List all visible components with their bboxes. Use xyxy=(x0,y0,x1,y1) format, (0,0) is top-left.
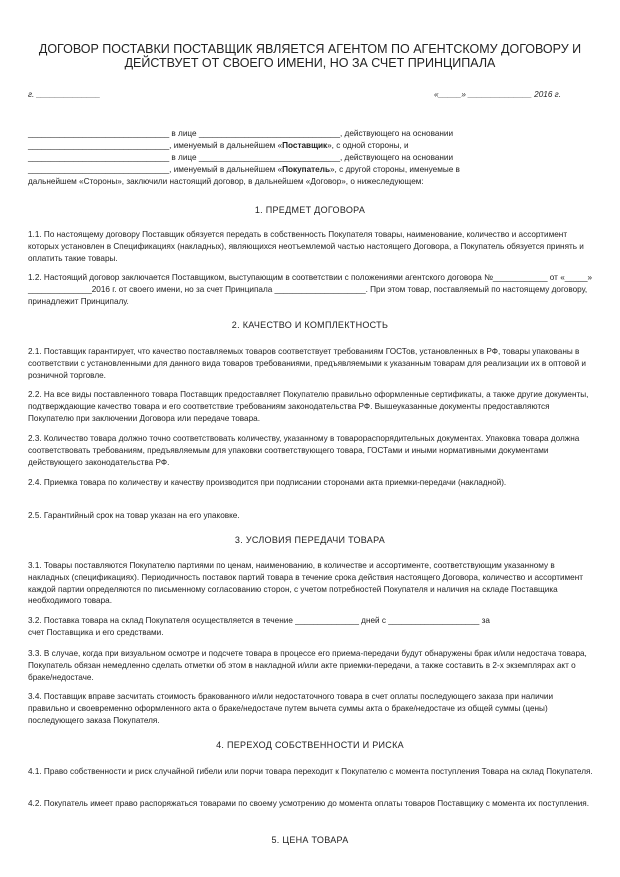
document-title: ДОГОВОР ПОСТАВКИ ПОСТАВЩИК ЯВЛЯЕТСЯ АГЕНТОМ ПО АГЕНТСКОМУ ДОГОВОРУ И ДЕЙСТВУЕТ ОТ СВОЕГО ИМЕНИ, НО ЗА СЧЕТ ПРИНЦИПАЛА xyxy=(38,42,582,70)
paragraph-1-2: 1.2. Настоящий договор заключается Поставщиком, выступающим в соответствии с положениями агентского договора №____________ от «_____» ______________2016 г. от своего имени, но за счет Принципала ____________________. При этом товар, поставляемый по настоящему договору, принадлежит Принципалу. xyxy=(28,273,593,306)
section-heading-4: 4. ПЕРЕХОД СОБСТВЕННОСТИ И РИСКА xyxy=(216,740,404,750)
parties-line-5: дальнейшем «Стороны», заключили настоящий договор, в дальнейшем «Договор», о нижеследующем: xyxy=(28,177,424,186)
paragraph-2-4: 2.4. Приемка товара по количеству и качеству производится при подписании сторонами акта приемки-передачи (накладной). xyxy=(28,478,507,487)
supplier-term: Поставщик xyxy=(282,141,328,150)
paragraph-2-5: 2.5. Гарантийный срок на товар указан на его упаковке. xyxy=(28,511,240,520)
city-field: г. ______________ xyxy=(28,90,101,99)
paragraph-3-2-line-2: счет Поставщика и его средствами. xyxy=(28,628,164,637)
date-field: «_____» ______________ 2016 г. xyxy=(434,90,561,99)
paragraph-1-1: 1.1. По настоящему договору Поставщик обязуется передать в собственность Покупателя товары, наименование, количество и ассортимент которых установлен в Спецификациях (накладных), являющихся неотъемлемой частью настоящего Договора, а Покупатель обязуется принять и оплатить такие товары. xyxy=(28,230,584,263)
paragraph-4-2: 4.2. Покупатель имеет право распоряжаться товарами по своему усмотрению до момента оплаты товаров Поставщику с момента их поступления. xyxy=(28,799,590,808)
paragraph-3-2-line-1: 3.2. Поставка товара на склад Покупателя осуществляется в течение ______________ дней с ____________________ за xyxy=(28,616,490,625)
parties-line-4-end: », с другой стороны, именуемые в xyxy=(329,165,460,174)
section-heading-1: 1. ПРЕДМЕТ ДОГОВОРА xyxy=(254,205,366,215)
paragraph-2-3: 2.3. Количество товара должно точно соответствовать количеству, указанному в товарораспорядительных документах. Упаковка товара должна соответствовать требованиям, предъявляемым для упаковки соответствующего товара, ГОСТами и иными нормативными документами действующего законодательства РФ. xyxy=(28,434,580,467)
parties-line-4-start: _______________________________, именуемый в дальнейшем « xyxy=(28,165,283,174)
parties-line-3: _______________________________ в лице _______________________________, действующего на основании xyxy=(28,153,454,162)
paragraph-3-1: 3.1. Товары поставляются Покупателю партиями по ценам, наименованию, в количестве и ассортименте, соответствующим указанному в накладных (спецификациях). Периодичность поставок партий товара в течение срока действия настоящего Договора, количество и ассортимент каждой партии определяются по письменному согласованию сторон, с учетом потребностей Покупателя и наличия на складе Поставщика необходимого товара. xyxy=(28,561,583,606)
paragraph-3-3: 3.3. В случае, когда при визуальном осмотре и подсчете товара в процессе его приема-передачи будут обнаружены брак и/или недостача товара, Покупатель обязан немедленно сделать отметки об этом в накладной и/или акте приемки-передачи, а также составить в 2-х экземплярах акт о браке/недостаче. xyxy=(28,649,587,682)
paragraph-3-4: 3.4. Поставщик вправе засчитать стоимость бракованного и/или недостаточного товара в счет оплаты последующего заказа при наличии правильно и своевременно оформленного акта о браке/недостаче путем вычета суммы акта о браке/недостаче из общей суммы (цены) последующего заказа Покупателя. xyxy=(28,692,554,725)
section-heading-2: 2. КАЧЕСТВО И КОМПЛЕКТНОСТЬ xyxy=(231,320,389,330)
paragraph-2-1: 2.1. Поставщик гарантирует, что качество поставляемых товаров соответствует требованиям ГОСТов, установленных в РФ, товары упакованы в соответствии с установленными для данного вида товаров требованиями, предъявляемыми к указанным товарам для реализации их в оптовой и розничной торговле. xyxy=(28,347,586,380)
parties-line-2-start: _______________________________, именуемый в дальнейшем « xyxy=(28,141,283,150)
section-heading-3: 3. УСЛОВИЯ ПЕРЕДАЧИ ТОВАРА xyxy=(234,535,386,545)
parties-line-2 xyxy=(28,140,409,152)
buyer-term: Покупатель xyxy=(282,165,330,174)
parties-line-4 xyxy=(28,164,460,176)
paragraph-2-2: 2.2. На все виды поставленного товара Поставщик предоставляет Покупателю правильно оформленные сертификаты, а также другие документы, подтверждающие качество товара и его соответствие требованиям законодательства РФ. Вышеуказанные документы предоставляются Покупателю при заключении Договора или передаче товара. xyxy=(28,390,589,423)
parties-line-2-end: », с одной стороны, и xyxy=(327,141,409,150)
paragraph-4-1: 4.1. Право собственности и риск случайной гибели или порчи товара переходит к Покупателю с момента поступления Товара на склад Покупателя. xyxy=(28,767,593,776)
section-heading-5: 5. ЦЕНА ТОВАРА xyxy=(271,835,349,845)
parties-line-1: _______________________________ в лице _______________________________, действующего на основании xyxy=(28,129,454,138)
